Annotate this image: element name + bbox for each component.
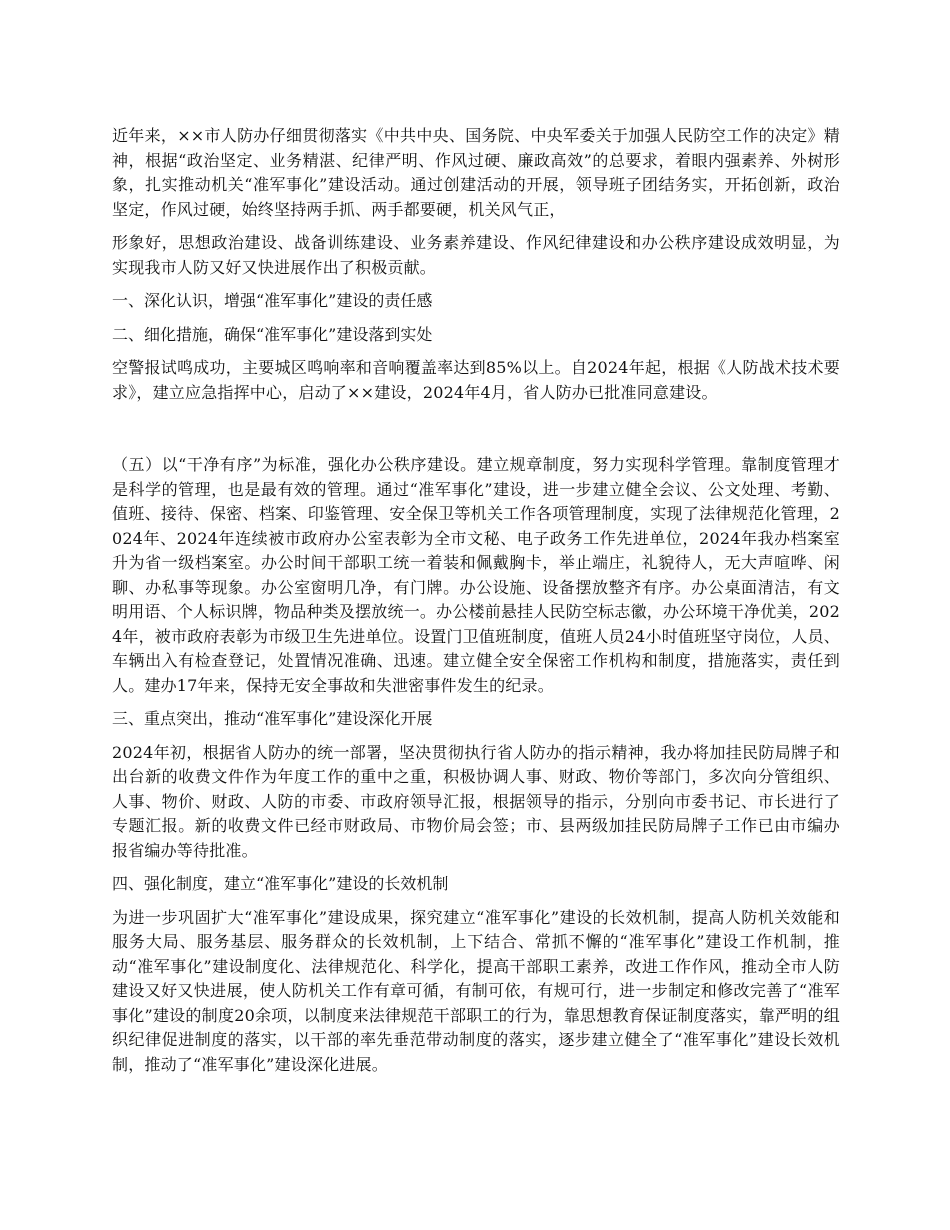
section-heading-1: 一、深化认识，增强“准军事化”建设的责任感: [112, 291, 433, 310]
spacer: [112, 314, 840, 323]
paragraph-office-order: （五）以“干净有序”为标准，强化办公秩序建设。建立规章制度，努力实现科学管理。靠制度管理才是科学的管理，也是最有效的管理。通过“准军事化”建设，进一步建立健全会议、公文处理、考勤、值班、接待、保密、档案、印鉴管理、安全保卫等机关工作各项管理制度，实现了法律规范化管理，2024年、2024年连续被市政府办公室表彰为全市文秘、电子政务工作先进单位，2024年我办档案室升为省一级档案室。办公时间干部职工统一着装和佩戴胸卡，举止端庄，礼貌待人，无大声喧哗、闲聊、办私事等现象。办公室窗明几净，有门牌。办公设施、设备摆放整齐有序。办公桌面清洁，有文明用语、个人标识牌，物品种类及摆放统一。办公楼前悬挂人民防空标志徽，办公环境干净优美，2024年，被市政府表彰为市级卫生先进单位。设置门卫值班制度，值班人员24小时值班坚守岗位，人员、车辆出入有检查登记，处置情况准确、迅速。建立健全安全保密工作机构和制度，措施落实，责任到人。建办17年来，保持无安全事故和失泄密事件发生的纪录。: [112, 455, 840, 695]
spacer: [112, 222, 840, 231]
document-body: [112, 124, 840, 1077]
section-heading-2: 二、细化措施，确保“准军事化”建设落到实处: [112, 324, 433, 344]
section-heading-4: 四、强化制度，建立“准军事化”建设的长效机制: [112, 874, 449, 893]
paragraph-intro: 近年来，××市人防办仔细贯彻落实《中共中央、国务院、中央军委关于加强人民防空工作的决定》精神，根据“政治坚定、业务精湛、纪律严明、作风过硬、廉政高效”的总要求，着眼内强素养、外树形象，扎实推动机关“准军事化”建设活动。通过创建活动的开展，领导班子团结务实，开拓创新，政治坚定，作风过硬，始终坚持两手抓、两手都要硬，机关风气正，: [112, 126, 840, 219]
spacer: [112, 897, 840, 906]
paragraph-air-raid-alarm: 空警报试鸣成功，主要城区鸣响率和音响覆盖率达到85%以上。自2024年起，根据《人防战术技术要求》，建立应急指挥中心，启动了××建设，2024年4月，省人防办已批准同意建设。: [112, 358, 840, 402]
spacer: [112, 347, 840, 356]
spacer: [112, 698, 840, 707]
section-heading-3: 三、重点突出，推动“准军事化”建设深化开展: [112, 709, 433, 728]
spacer: [112, 280, 840, 289]
paragraph-civil-defense-bureau: 2024年初，根据省人防办的统一部署，坚决贯彻执行省人防办的指示精神，我办将加挂民防局牌子和出台新的收费文件作为年度工作的重中之重，积极协调人事、财政、物价等部门，多次向分管组织、人事、物价、财政、人防的市委、市政府领导汇报，根据领导的指示，分别向市委书记、市长进行了专题汇报。新的收费文件已经市财政局、市物价局会签；市、县两级加挂民防局牌子工作已由市编办报省编办等待批准。: [112, 742, 840, 860]
spacer: [112, 863, 840, 872]
spacer: [112, 732, 840, 741]
paragraph-long-term-mechanism: 为进一步巩固扩大“准军事化”建设成果，探究建立“准军事化”建设的长效机制，提高人防机关效能和服务大局、服务基层、服务群众的长效机制，上下结合、常抓不懈的“准军事化”建设工作机制，推动“准军事化”建设制度化、法律规范化、科学化，提高干部职工素养，改进工作作风，推动全市人防建设又好又快进展，使人防机关工作有章可循，有制可依，有规可行，进一步制定和修改完善了“准军事化”建设的制度20余项，以制度来法律规范干部职工的行为，靠思想教育保证制度落实，靠严明的组织纪律促进制度的落实，以干部的率先垂范带动制度的落实，逐步建立健全了“准军事化”建设长效机制，推动了“准军事化”建设深化进展。: [112, 907, 840, 1074]
spacer: [112, 405, 840, 453]
paragraph-intro-continued: 形象好，思想政治建设、战备训练建设、业务素养建设、作风纪律建设和办公秩序建设成效明显，为实现我市人防又好又快进展作出了积极贡献。: [112, 233, 840, 277]
